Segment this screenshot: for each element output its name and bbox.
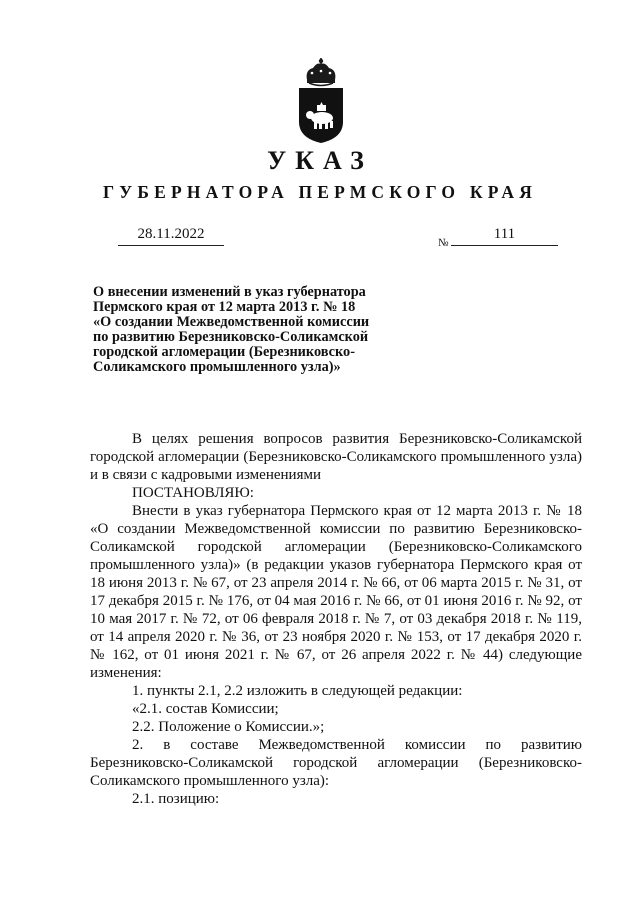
item-1: 1. пункты 2.1, 2.2 изложить в следующей редакции: (132, 683, 463, 699)
item-2: 2. в составе Межведомственной комиссии по развитию Березниковско-Соликамской городской агломерации (Березниковско-Соликамского промышленного узла): (90, 737, 582, 789)
item-1-quote-1: «2.1. состав Комиссии; (132, 701, 279, 717)
document-number: 111 (451, 226, 558, 246)
heading-line: Пермского края от 12 марта 2013 г. № 18 (93, 299, 356, 315)
heading-line: Соликамского промышленного узла)» (93, 359, 341, 375)
decree-word: ПОСТАНОВЛЯЮ: (132, 485, 254, 501)
document-title: УКАЗ (267, 146, 373, 175)
heading-line: «О создании Межведомственной комиссии (93, 314, 370, 330)
item-2-1: 2.1. позицию: (132, 791, 220, 807)
number-label: № (438, 237, 449, 249)
preamble-paragraph: В целях решения вопросов развития Березниковско-Соликамской городской агломерации (Березниковско-Соликамского промышленного узла) и в связи с кадровыми изменениями (90, 431, 582, 483)
document-date: 28.11.2022 (118, 226, 224, 246)
crown-icon (307, 58, 336, 86)
intro-paragraph: Внести в указ губернатора Пермского края от 12 марта 2013 г. № 18 «О создании Межведомственной комиссии по развитию Березниковско-Соликамской городской агломерации (Березниковско-Соликамского промышленного узла)» (в редакции указов губернатора Пермского края от 18 июня 2013 г. № 67, от 23 апреля 2014 г. № 66, от 06 марта 2015 г. № 31, от 17 декабря 2015 г. № 176, от 04 мая 2016 г. № 66, от 01 июня 2016 г. № 92, от 10 мая 2017 г. № 72, от 06 февраля 2018 г. № 7, от 03 декабря 2018 г. № 119, от 14 апреля 2020 г. № 36, от 23 ноября 2020 г. № 153, от 17 декабря 2020 г. № 162, от 01 июня 2021 г. № 67, от 26 апреля 2022 г. № 44) следующие изменения: (90, 503, 582, 681)
document-subtitle: ГУБЕРНАТОРА ПЕРМСКОГО КРАЯ (102, 182, 538, 202)
heading-line: О внесении изменений в указ губернатора (93, 284, 366, 300)
item-1-quote-2: 2.2. Положение о Комиссии.»; (132, 719, 325, 735)
document-heading (93, 285, 413, 375)
heading-line: по развитию Березниковско-Соликамской (93, 329, 369, 345)
document-body (90, 430, 582, 808)
perm-krai-coat-of-arms-icon (295, 58, 347, 144)
heading-line: городской агломерации (Березниковско- (93, 344, 355, 360)
